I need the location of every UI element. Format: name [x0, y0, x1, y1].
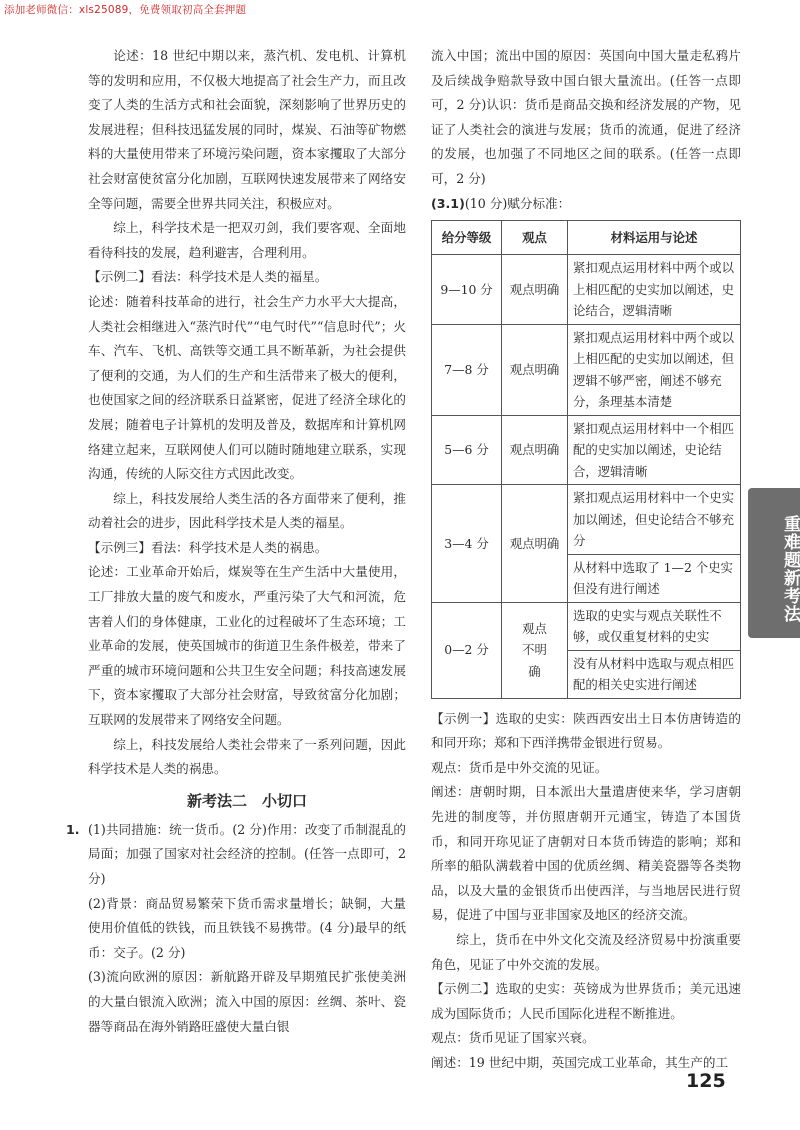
grade-cell: 9—10 分 [432, 255, 502, 325]
grade-cell: 3—4 分 [432, 485, 502, 603]
paragraph: 论述：工业革命开始后，煤炭等在生产生活中大量使用，工厂排放大量的废气和废水，严重污染了大气和河流，危害着人们的身体健康，工业化的过程破坏了生态环境；工业革命的发展，使英国城市的街道卫生条件极差，带来了严重的城市环境问题和公共卫生安全问题；科技高速发展下，资本家攫取了大部分社会财富，导致贫富分化加剧；互联网的发展带来了网络安全问题。 [88, 564, 406, 728]
scoring-table [431, 220, 741, 699]
paragraph: 综上，科技发展给人类社会带来了一系列问题，因此科学技术是人类的祸患。 [88, 736, 406, 777]
watermark-banner: 添加老师微信：xls25089，免费领取初高全套押题 [4, 4, 247, 16]
table-header: 材料运用与论述 [568, 221, 741, 255]
rubric-label: (3.1) [431, 195, 465, 211]
paragraph: 观点：货币见证了国家兴衰。 [431, 1030, 595, 1046]
left-column [66, 44, 406, 1039]
question-number: 1. [66, 821, 80, 837]
rubric-intro-text: (10 分)赋分标准： [464, 195, 571, 211]
paragraph: 综上，科技发展给人类生活的各方面带来了便利，推动着社会的进步，因此科学技术是人类的福星。 [88, 490, 406, 531]
criteria-cell: 选取的史实与观点关联性不够，或仅重复材料的史实 [568, 602, 741, 650]
page-number: 125 [686, 1070, 726, 1092]
example-heading: 【示例三】看法：科学技术是人类的祸患。 [88, 539, 328, 555]
table-row [432, 415, 741, 485]
table-row [432, 255, 741, 325]
paragraph: 论述：18 世纪中期以来，蒸汽机、发电机、计算机等的发明和应用，不仅极大地提高了社会生产力，而且改变了人类的生活方式和社会面貌，深刻影响了世界历史的发展进程；但科技迅猛发展的同时，煤炭、石油等矿物燃料的大量使用带来了环境污染问题，资本家攫取了大部分社会财富使贫富分化加剧，互联网快速发展带来了网络安全等问题，需要全世界共同关注，积极应对。 [88, 48, 406, 211]
side-tab-label: 重难题新考法 [748, 488, 800, 638]
criteria-cell: 紧扣观点运用材料中一个史实加以阐述，但史论结合不够充分 [568, 485, 741, 555]
table-row [432, 602, 741, 650]
table-row [432, 324, 741, 415]
answer-text: (1)共同措施：统一货币。(2 分)作用：改变了币制混乱的局面；加强了国家对社会经济的控制。(任答一点即可，2 分) [88, 821, 406, 886]
grade-cell: 7—8 分 [432, 324, 502, 415]
table-header: 观点 [502, 221, 568, 255]
example-heading: 【示例二】看法：科学技术是人类的福星。 [88, 269, 328, 285]
paragraph: 综上，货币在中外文化交流及经济贸易中扮演重要角色，见证了中外交流的发展。 [431, 932, 741, 972]
table-header-row [432, 221, 741, 255]
paragraph: 论述：随着科技革命的进行，社会生产力水平大大提高，人类社会相继进入“蒸汽时代”“电气时代”“信息时代”；火车、汽车、飞机、高铁等交通工具不断革新，为社会提供了便利的交通，为人们的生产和生活带来了极大的便利，也使国家之间的经济联系日益紧密，促进了经济全球化的发展；随着电子计算机的发明及普及，数据库和计算机网络建立起来，互联网使人们可以随时随地建立联系，实现沟通，传统的人际交往方式因此改变。 [88, 293, 406, 482]
table-header: 给分等级 [432, 221, 502, 255]
paragraph: 流入中国；流出中国的原因：英国向中国大量走私鸦片及后续战争赔款导致中国白银大量流出。(任答一点即可，2 分)认识：货币是商品交换和经济发展的产物，见证了人类社会的演进与发展；货币的流通，促进了经济的发展，也加强了不同地区之间的联系。(任答一点即可，2 分) [431, 48, 741, 186]
paragraph: 观点：货币是中外交流的见证。 [431, 759, 608, 775]
rubric-intro [431, 192, 741, 217]
grade-cell: 0—2 分 [432, 602, 502, 698]
view-cell: 观点明确 [502, 324, 568, 415]
criteria-cell: 没有从材料中选取与观点相匹配的相关史实进行阐述 [568, 650, 741, 698]
view-cell: 观点不明确 [502, 602, 568, 698]
paragraph: 综上，科学技术是一把双刃剑，我们要客观、全面地看待科技的发展，趋利避害，合理利用。 [88, 220, 406, 260]
grade-cell: 5—6 分 [432, 415, 502, 485]
section-title: 新考法二 小切口 [186, 791, 307, 810]
table-row [432, 485, 741, 555]
criteria-cell: 从材料中选取了 1—2 个史实但没有进行阐述 [568, 554, 741, 602]
question-answer [66, 818, 406, 892]
criteria-cell: 紧扣观点运用材料中一个相匹配的史实加以阐述，史论结合，逻辑清晰 [568, 415, 741, 485]
paragraph: 阐述：唐朝时期，日本派出大量遣唐使来华，学习唐朝先进的制度等，并仿照唐朝开元通宝，铸造了本国货币，和同开珎见证了唐朝对日本货币铸造的影响；郑和所率的船队满载着中国的优质丝绸、精美瓷器等各类物品，以及大量的金银货币出使西洋，与当地居民进行贸易，促进了中国与亚非国家及地区的经济交流。 [431, 784, 741, 923]
criteria-cell: 紧扣观点运用材料中两个或以上相匹配的史实加以阐述，但逻辑不够严密，阐述不够充分，条理基本清楚 [568, 324, 741, 415]
paragraph: 阐述：19 世纪中期，英国完成工业革命，其生产的工 [431, 1054, 729, 1070]
right-column [431, 44, 741, 1076]
view-cell: 观点明确 [502, 415, 568, 485]
example-heading: 【示例一】选取的史实：陕西西安出土日本仿唐铸造的和同开珎；郑和下西洋携带金银进行贸易。 [431, 710, 741, 751]
criteria-cell: 紧扣观点运用材料中两个或以上相匹配的史实加以阐述，史论结合，逻辑清晰 [568, 255, 741, 325]
example-heading: 【示例二】选取的史实：英镑成为世界货币；美元迅速成为国际货币；人民币国际化进程不断推进。 [431, 981, 741, 1021]
view-cell: 观点明确 [502, 485, 568, 603]
view-cell: 观点明确 [502, 255, 568, 325]
question-answer: (2)背景：商品贸易繁荣下货币需求量增长；缺铜，大量使用价值低的铁钱，而且铁钱不易携带。(4 分)最早的纸币：交子。(2 分) [88, 895, 406, 960]
question-answer: (3)流向欧洲的原因：新航路开辟及早期殖民扩张使美洲的大量白银流入欧洲；流入中国的原因：丝绸、茶叶、瓷器等商品在海外销路旺盛使大量白银 [88, 969, 406, 1034]
